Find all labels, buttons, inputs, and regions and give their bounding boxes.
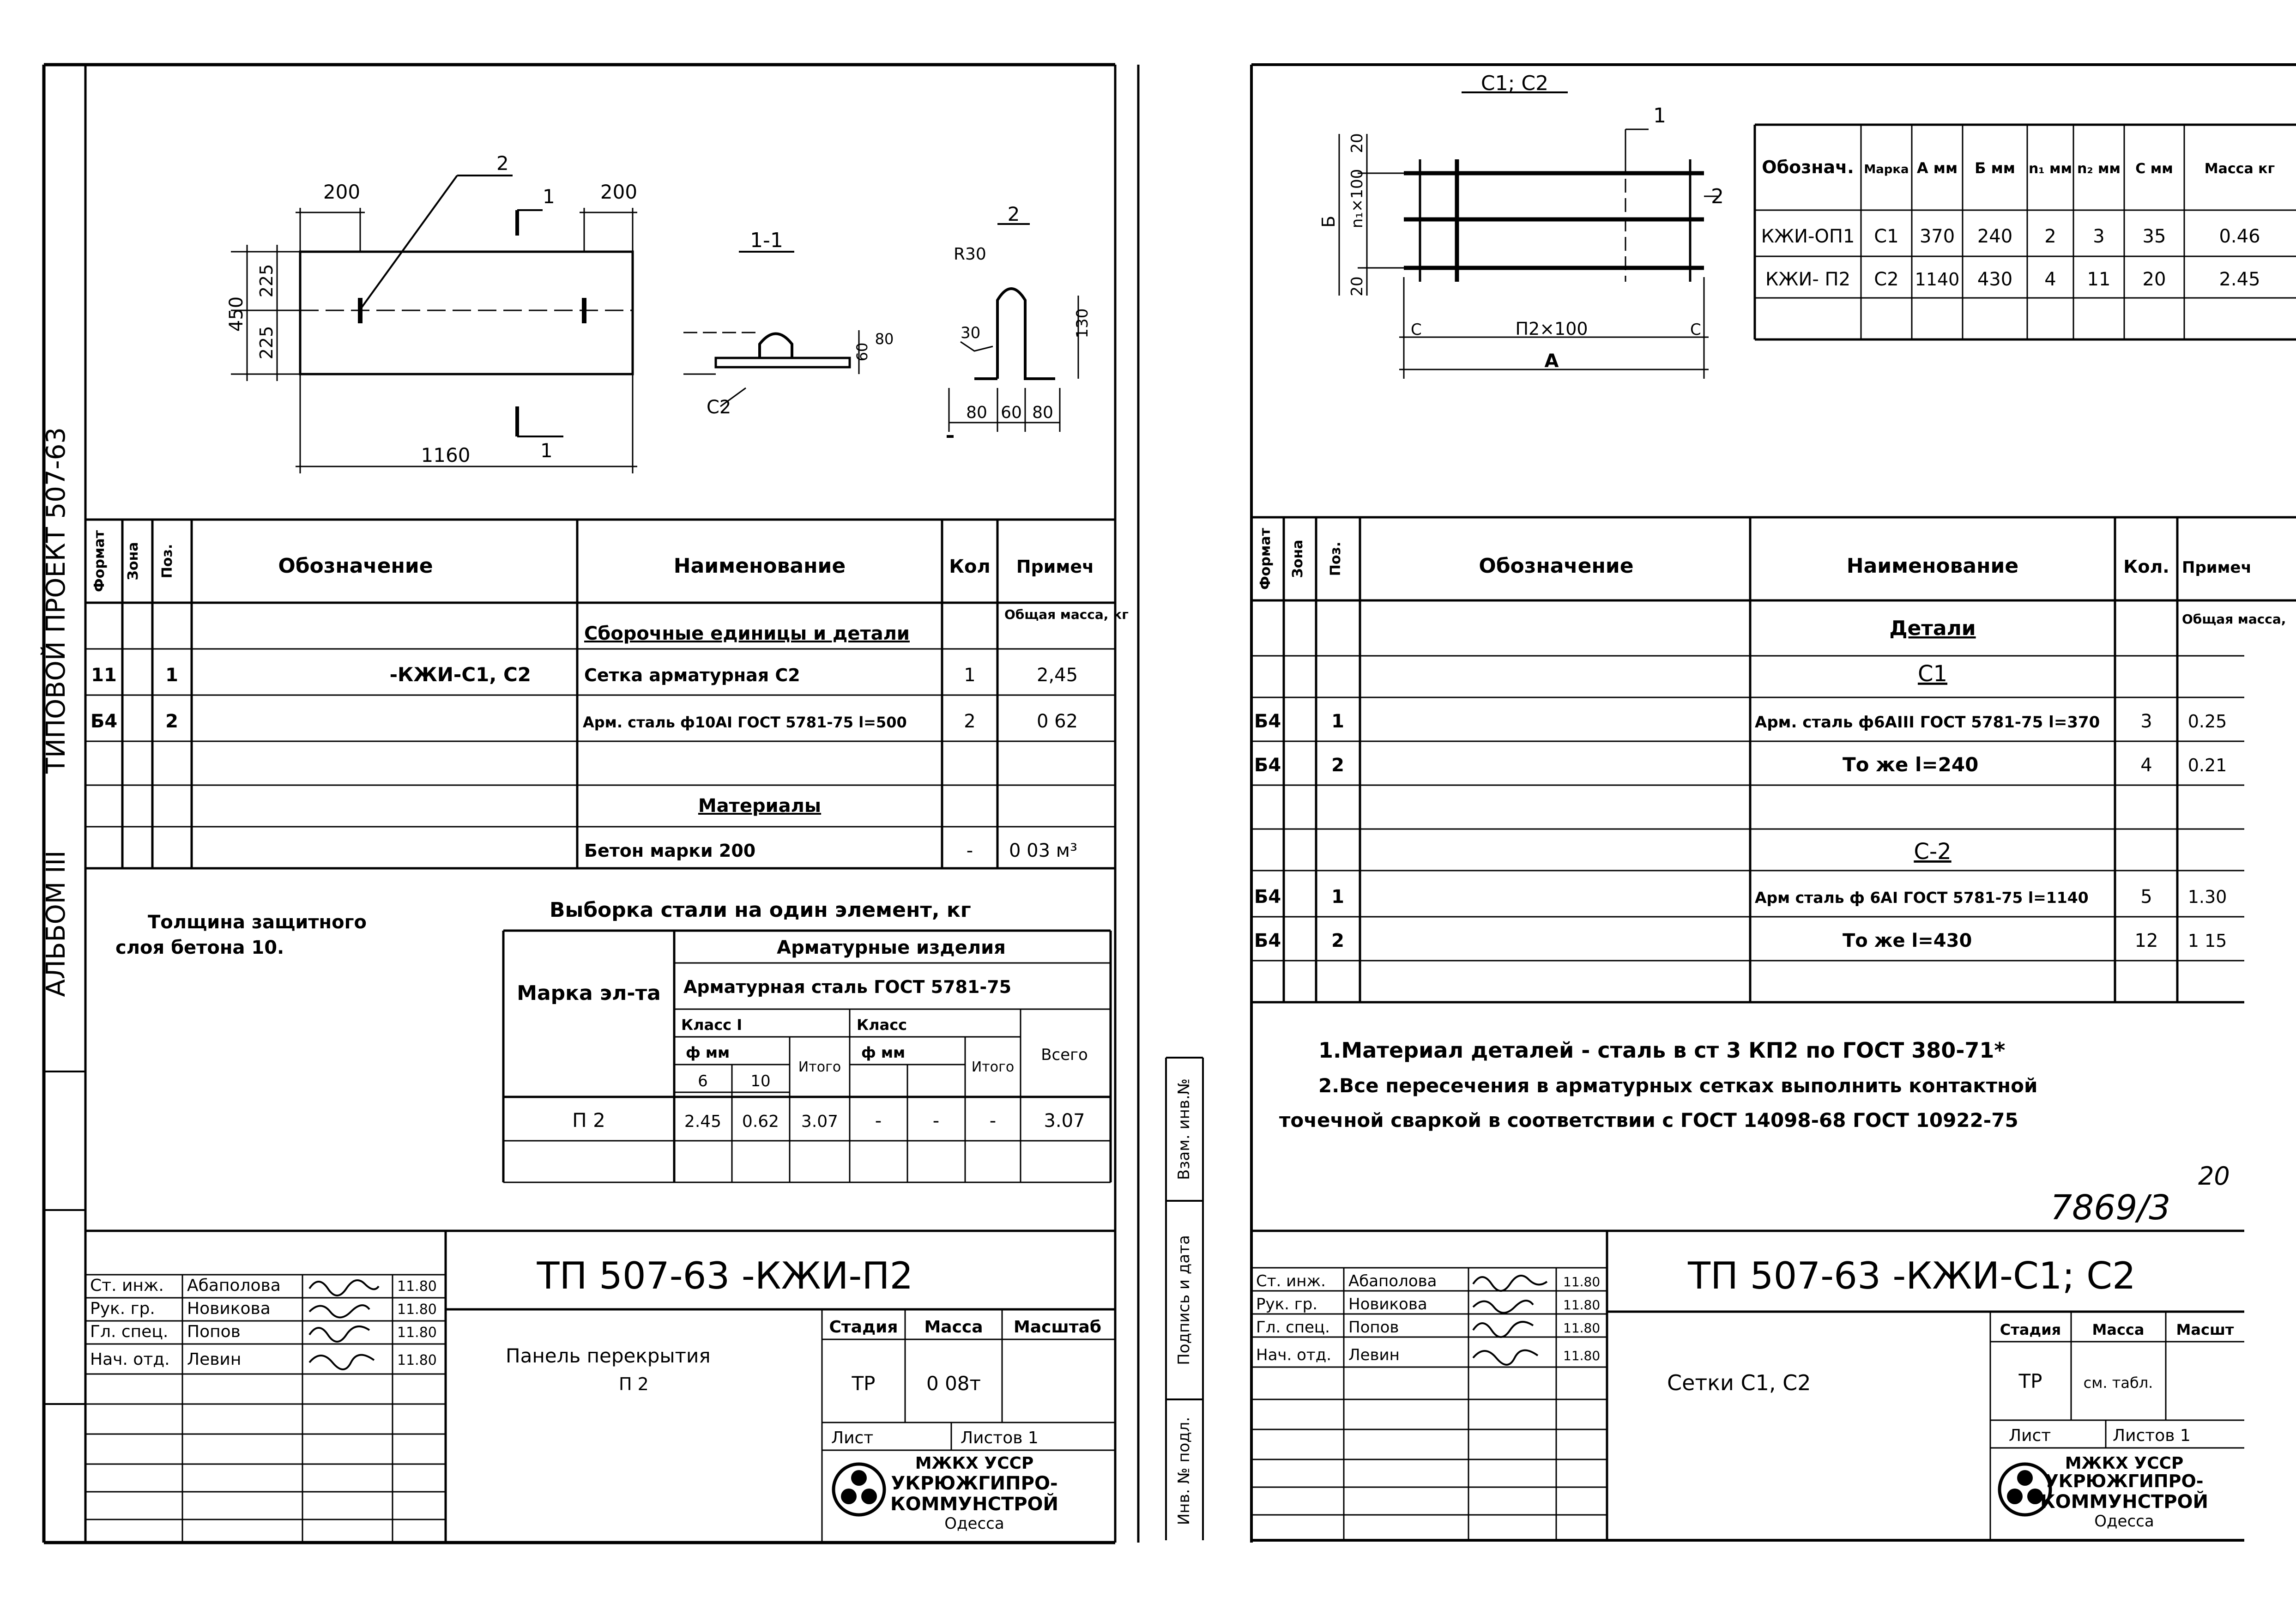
side-box-label-1: Инв. № подл. <box>1175 1416 1193 1525</box>
param-h-4: n₁ мм <box>2029 161 2072 177</box>
steel-row-sum1: 3.07 <box>801 1112 839 1131</box>
spec-row5-name: Бетон марки 200 <box>584 841 756 861</box>
detail-2-title: 2 <box>1007 203 1020 225</box>
r-spec-h-name: Наименование <box>1846 554 2019 578</box>
r-spec-h-format: Формат <box>1257 528 1274 590</box>
spec-row0-name: Сборочные единицы и детали <box>584 623 910 644</box>
right-spec-grid <box>1251 517 2296 1002</box>
steel-table-grid <box>503 931 1111 1182</box>
right-role-2: Рук. гр. <box>1256 1295 1318 1313</box>
left-h-mass: Масса <box>924 1318 983 1337</box>
left-person-3: Попов <box>187 1322 241 1341</box>
spec-h-zone: Зона <box>125 542 141 581</box>
param-r1-6: 20 <box>2142 269 2166 290</box>
right-signatures <box>1256 1272 1600 1364</box>
right-stage: ТР <box>2018 1370 2042 1392</box>
r-spec-row4-name: То же l=240 <box>1843 753 1979 776</box>
panel-drawing <box>231 176 637 473</box>
right-role-3: Гл. спец. <box>1256 1318 1330 1337</box>
mesh-callout-2: 2 <box>1711 185 1724 208</box>
r-spec-row3-name: Арм. сталь ф6АIII ГОСТ 5781-75 l=370 <box>1755 713 2100 732</box>
left-role-4: Нач. отд. <box>90 1350 170 1369</box>
left-stage: ТР <box>852 1372 876 1395</box>
left-org-3: КОММУНСТРОЙ <box>890 1494 1059 1515</box>
r-spec-row8-name: То же l=430 <box>1843 930 1972 951</box>
right-person-1: Абаполова <box>1348 1272 1437 1290</box>
detail-dim-80a: 80 <box>966 403 987 422</box>
left-sheet-label: Лист <box>831 1428 874 1447</box>
spec-row4-name: Материалы <box>698 795 822 817</box>
param-r0-6: 35 <box>2142 226 2166 247</box>
r-spec-row7-pos: 1 <box>1331 886 1344 908</box>
dim-225-bottom: 225 <box>256 326 277 360</box>
param-r0-0: КЖИ-ОП1 <box>1761 226 1855 247</box>
left-person-4: Левин <box>187 1350 242 1369</box>
album-side-label: АЛЬБОМ III <box>41 850 71 997</box>
r-spec-row4-qty: 4 <box>2140 755 2152 776</box>
steel-row-sum2: - <box>989 1110 997 1132</box>
note-3: точечной сваркой в соответствии с ГОСТ 14098-68 ГОСТ 10922-75 <box>1279 1109 2018 1132</box>
steel-h-mark: Марка эл-та <box>517 981 661 1005</box>
left-date-3: 11.80 <box>397 1325 437 1341</box>
r-spec-row3-qty: 3 <box>2140 711 2152 732</box>
dim-450: 450 <box>226 296 247 332</box>
dim-1160: 1160 <box>421 444 471 466</box>
mesh-title: С1; С2 <box>1480 72 1549 95</box>
param-r1-5: 11 <box>2087 269 2111 290</box>
spec-row2-pos: 2 <box>165 711 178 732</box>
cover-note-line2: слоя бетона 10. <box>115 937 284 958</box>
r-spec-row0-note: Общая масса, <box>2182 611 2286 627</box>
r-spec-h-pos: Поз. <box>1328 541 1344 576</box>
param-r1-0: КЖИ- П2 <box>1765 269 1851 290</box>
section-dim-80: 80 <box>875 330 894 348</box>
r-spec-row6-name: С-2 <box>1914 839 1952 865</box>
spec-row2-format: Б4 <box>90 711 118 732</box>
left-mass: 0 08т <box>926 1372 981 1395</box>
left-person-1: Абаполова <box>187 1276 281 1295</box>
r-spec-row8-note: 1 15 <box>2187 931 2227 951</box>
spec-row1-format: 11 <box>91 665 117 686</box>
steel-h-group: Арматурные изделия <box>777 937 1006 958</box>
param-h-6: С мм <box>2135 161 2173 177</box>
right-org-4: Одесса <box>2094 1512 2154 1531</box>
detail-dim-60: 60 <box>1001 403 1022 422</box>
param-h-5: n₂ мм <box>2077 161 2121 177</box>
callout-2: 2 <box>496 152 509 175</box>
spec-h-name: Наименование <box>673 554 846 578</box>
r-spec-row4-note: 0.21 <box>2187 755 2227 775</box>
steel-row-v6: 2.45 <box>684 1112 722 1131</box>
dim-200-right: 200 <box>600 181 638 203</box>
param-r0-5: 3 <box>2093 226 2105 247</box>
left-org-1: МЖКХ УССР <box>915 1454 1034 1473</box>
param-r0-3: 240 <box>1977 226 2013 247</box>
spec-row0-note: Общая масса, кг <box>1004 607 1129 622</box>
dim-200-left: 200 <box>323 181 361 203</box>
r-spec-row3-format: Б4 <box>1254 711 1281 732</box>
mesh-dim-c-right: С <box>1690 321 1701 339</box>
r-spec-row8-format: Б4 <box>1254 930 1281 951</box>
left-handwritten-signatures <box>309 1280 379 1369</box>
r-spec-row7-qty: 5 <box>2140 886 2152 908</box>
right-person-3: Попов <box>1348 1318 1399 1337</box>
param-r1-2: 1140 <box>1915 269 1960 290</box>
param-h-3: Б мм <box>1975 159 2015 177</box>
spec-row1-name: Сетка арматурная С2 <box>584 665 800 685</box>
section-mark-top: 1 <box>543 185 555 208</box>
cover-note-line1: Толщина защитного <box>148 912 367 933</box>
r-spec-h-designation: Обозначение <box>1479 554 1634 578</box>
steel-h-diam2: ф мм <box>861 1044 906 1061</box>
param-r1-1: С2 <box>1874 269 1899 290</box>
r-spec-row7-format: Б4 <box>1254 886 1281 908</box>
right-title-name: Сетки С1, С2 <box>1667 1370 1811 1395</box>
left-signatures <box>90 1276 437 1369</box>
right-handwritten-signatures <box>1473 1276 1547 1365</box>
spec-row2-name: Арм. сталь ф10АI ГОСТ 5781-75 l=500 <box>583 714 907 731</box>
side-box-label-2: Подпись и дата <box>1175 1235 1193 1365</box>
spec-h-designation: Обозначение <box>278 554 433 578</box>
section-dim-60: 60 <box>853 342 871 362</box>
spec-h-format: Формат <box>91 530 108 592</box>
steel-h-class1: Класс I <box>681 1016 743 1034</box>
side-box-label-3: Взам. инв.№ <box>1175 1078 1193 1180</box>
right-title-code: ТП 507-63 -КЖИ-С1; С2 <box>1688 1254 2136 1297</box>
param-h-2: А мм <box>1916 159 1958 177</box>
r-spec-row4-format: Б4 <box>1254 755 1281 776</box>
right-date-1: 11.80 <box>1563 1274 1601 1289</box>
spec-row1-qty: 1 <box>964 665 976 686</box>
left-org-2: УКРЮЖГИПРО- <box>891 1473 1058 1494</box>
r-spec-row2-name: С1 <box>1917 661 1948 687</box>
right-date-4: 11.80 <box>1563 1348 1601 1363</box>
spec-row1-designation: -КЖИ-С1, С2 <box>389 663 531 686</box>
right-sheets-label: Листов 1 <box>2113 1426 2191 1445</box>
section-1-1-title: 1-1 <box>750 229 783 252</box>
mesh-dim-100: n₁×100 <box>1348 169 1366 229</box>
right-sheet-label: Лист <box>2009 1426 2051 1445</box>
param-r1-4: 4 <box>2044 269 2056 290</box>
mesh-dim-a: А <box>1544 351 1559 372</box>
steel-row-v10: 0.62 <box>742 1112 779 1131</box>
r-spec-row7-note: 1.30 <box>2187 887 2227 907</box>
detail-dim-80b: 80 <box>1032 403 1053 422</box>
steel-h-itogo2: Итого <box>971 1059 1015 1075</box>
dim-225-top: 225 <box>256 264 277 298</box>
section-1-1-drawing <box>683 252 859 406</box>
mesh-dim-20-bottom: 20 <box>1348 276 1366 297</box>
project-side-label: ТИПОВОЙ ПРОЕКТ 507-63 <box>41 427 71 774</box>
spec-h-note: Примеч <box>1016 557 1094 577</box>
param-h-1: Марка <box>1864 163 1909 176</box>
left-date-2: 11.80 <box>397 1301 437 1318</box>
r-spec-h-qty: Кол. <box>2123 557 2169 577</box>
right-h-stage: Стадия <box>2000 1321 2061 1338</box>
detail-dim-130: 130 <box>1073 308 1092 339</box>
left-role-3: Гл. спец. <box>90 1322 169 1341</box>
left-org-4: Одесса <box>944 1514 1004 1533</box>
mesh-dim-20-top: 20 <box>1348 133 1366 153</box>
param-r1-7: 2.45 <box>2219 269 2260 290</box>
param-h-0: Обознач. <box>1762 157 1854 177</box>
steel-h-itogo1: Итого <box>798 1059 841 1075</box>
sheet-id: 7869/3 <box>2050 1188 2171 1228</box>
r-spec-h-note: Примеч <box>2182 558 2252 577</box>
right-person-2: Новикова <box>1348 1295 1427 1313</box>
param-r0-1: С1 <box>1874 226 1899 247</box>
left-person-2: Новикова <box>187 1299 271 1318</box>
param-r0-4: 2 <box>2044 226 2056 247</box>
left-sheets-label: Листов 1 <box>961 1428 1039 1447</box>
right-org-3: КОММУНСТРОЙ <box>2040 1491 2209 1513</box>
r-spec-row1-name: Детали <box>1889 617 1976 640</box>
spec-row5-note: 0 03 м³ <box>1009 840 1077 861</box>
left-org-logo <box>834 1464 884 1515</box>
r-spec-row8-pos: 2 <box>1331 930 1344 951</box>
section-c2-label: С2 <box>707 397 731 418</box>
param-h-7: Масса кг <box>2204 161 2275 177</box>
right-mass: см. табл. <box>2083 1374 2153 1392</box>
steel-row-mark: П 2 <box>572 1109 605 1132</box>
mesh-dim-b: Б <box>1318 215 1339 228</box>
steel-row-total: 3.07 <box>1044 1110 1085 1132</box>
spec-row2-qty: 2 <box>964 711 976 732</box>
steel-row-c2: - <box>932 1110 940 1132</box>
mesh-callout-1: 1 <box>1653 104 1666 127</box>
spec-row1-note: 2,45 <box>1037 665 1078 686</box>
left-date-4: 11.80 <box>397 1352 437 1368</box>
mesh-dim-p2: П2×100 <box>1515 319 1588 339</box>
page-number: 20 <box>2198 1162 2230 1191</box>
right-h-mass: Масса <box>2092 1321 2145 1338</box>
steel-h-total: Всего <box>1041 1046 1088 1064</box>
left-date-1: 11.80 <box>397 1278 437 1295</box>
steel-row-c1: - <box>875 1110 882 1132</box>
r-spec-row8-qty: 12 <box>2134 930 2158 951</box>
steel-h-diam1: ф мм <box>686 1044 730 1061</box>
r-spec-row7-name: Арм сталь ф 6АI ГОСТ 5781-75 l=1140 <box>1755 889 2089 907</box>
left-h-scale: Масштаб <box>1014 1318 1101 1337</box>
spec-h-qty: Кол <box>949 556 991 577</box>
mesh-dim-c-left: С <box>1411 321 1422 339</box>
right-date-3: 11.80 <box>1563 1320 1601 1336</box>
note-1: 1.Материал деталей - сталь в ст 3 КП2 по ГОСТ 380-71* <box>1318 1038 2006 1063</box>
steel-h-class2: Класс <box>857 1016 907 1034</box>
param-r0-7: 0.46 <box>2219 226 2260 247</box>
section-mark-bottom: 1 <box>540 439 553 462</box>
right-h-scale: Масшт <box>2176 1321 2234 1338</box>
right-role-1: Ст. инж. <box>1256 1272 1326 1290</box>
right-org-2: УКРЮЖГИПРО- <box>2045 1471 2204 1491</box>
param-r1-3: 430 <box>1977 269 2013 290</box>
left-title-code: ТП 507-63 -КЖИ-П2 <box>537 1254 913 1297</box>
r-spec-row4-pos: 2 <box>1331 755 1344 776</box>
right-date-2: 11.80 <box>1563 1297 1601 1313</box>
steel-table-title: Выборка стали на один элемент, кг <box>550 898 971 922</box>
steel-h-steel: Арматурная сталь ГОСТ 5781-75 <box>683 977 1012 997</box>
r-spec-row3-note: 0.25 <box>2187 711 2227 732</box>
r-spec-row3-pos: 1 <box>1331 711 1344 732</box>
right-role-4: Нач. отд. <box>1256 1346 1332 1364</box>
spec-row5-qty: - <box>966 840 973 861</box>
left-role-1: Ст. инж. <box>90 1276 164 1295</box>
right-person-4: Левин <box>1348 1346 1400 1364</box>
left-title-name: Панель перекрытия <box>506 1344 711 1367</box>
left-title-name2: П 2 <box>619 1374 649 1394</box>
left-role-2: Рук. гр. <box>90 1299 155 1318</box>
spec-h-pos: Поз. <box>159 544 175 579</box>
detail-dim-30: 30 <box>961 324 981 342</box>
r-spec-h-zone: Зона <box>1290 539 1306 578</box>
left-h-stage: Стадия <box>829 1318 898 1337</box>
right-org-1: МЖКХ УССР <box>2065 1454 2184 1473</box>
spec-row1-pos: 1 <box>165 665 178 686</box>
detail-r30: R30 <box>954 245 986 264</box>
spec-row2-note: 0 62 <box>1037 711 1078 732</box>
note-2: 2.Все пересечения в арматурных сетках выполнить контактной <box>1318 1074 2038 1097</box>
param-r0-2: 370 <box>1919 226 1955 247</box>
steel-h-d6: 6 <box>698 1072 708 1090</box>
steel-h-d10: 10 <box>750 1072 771 1090</box>
